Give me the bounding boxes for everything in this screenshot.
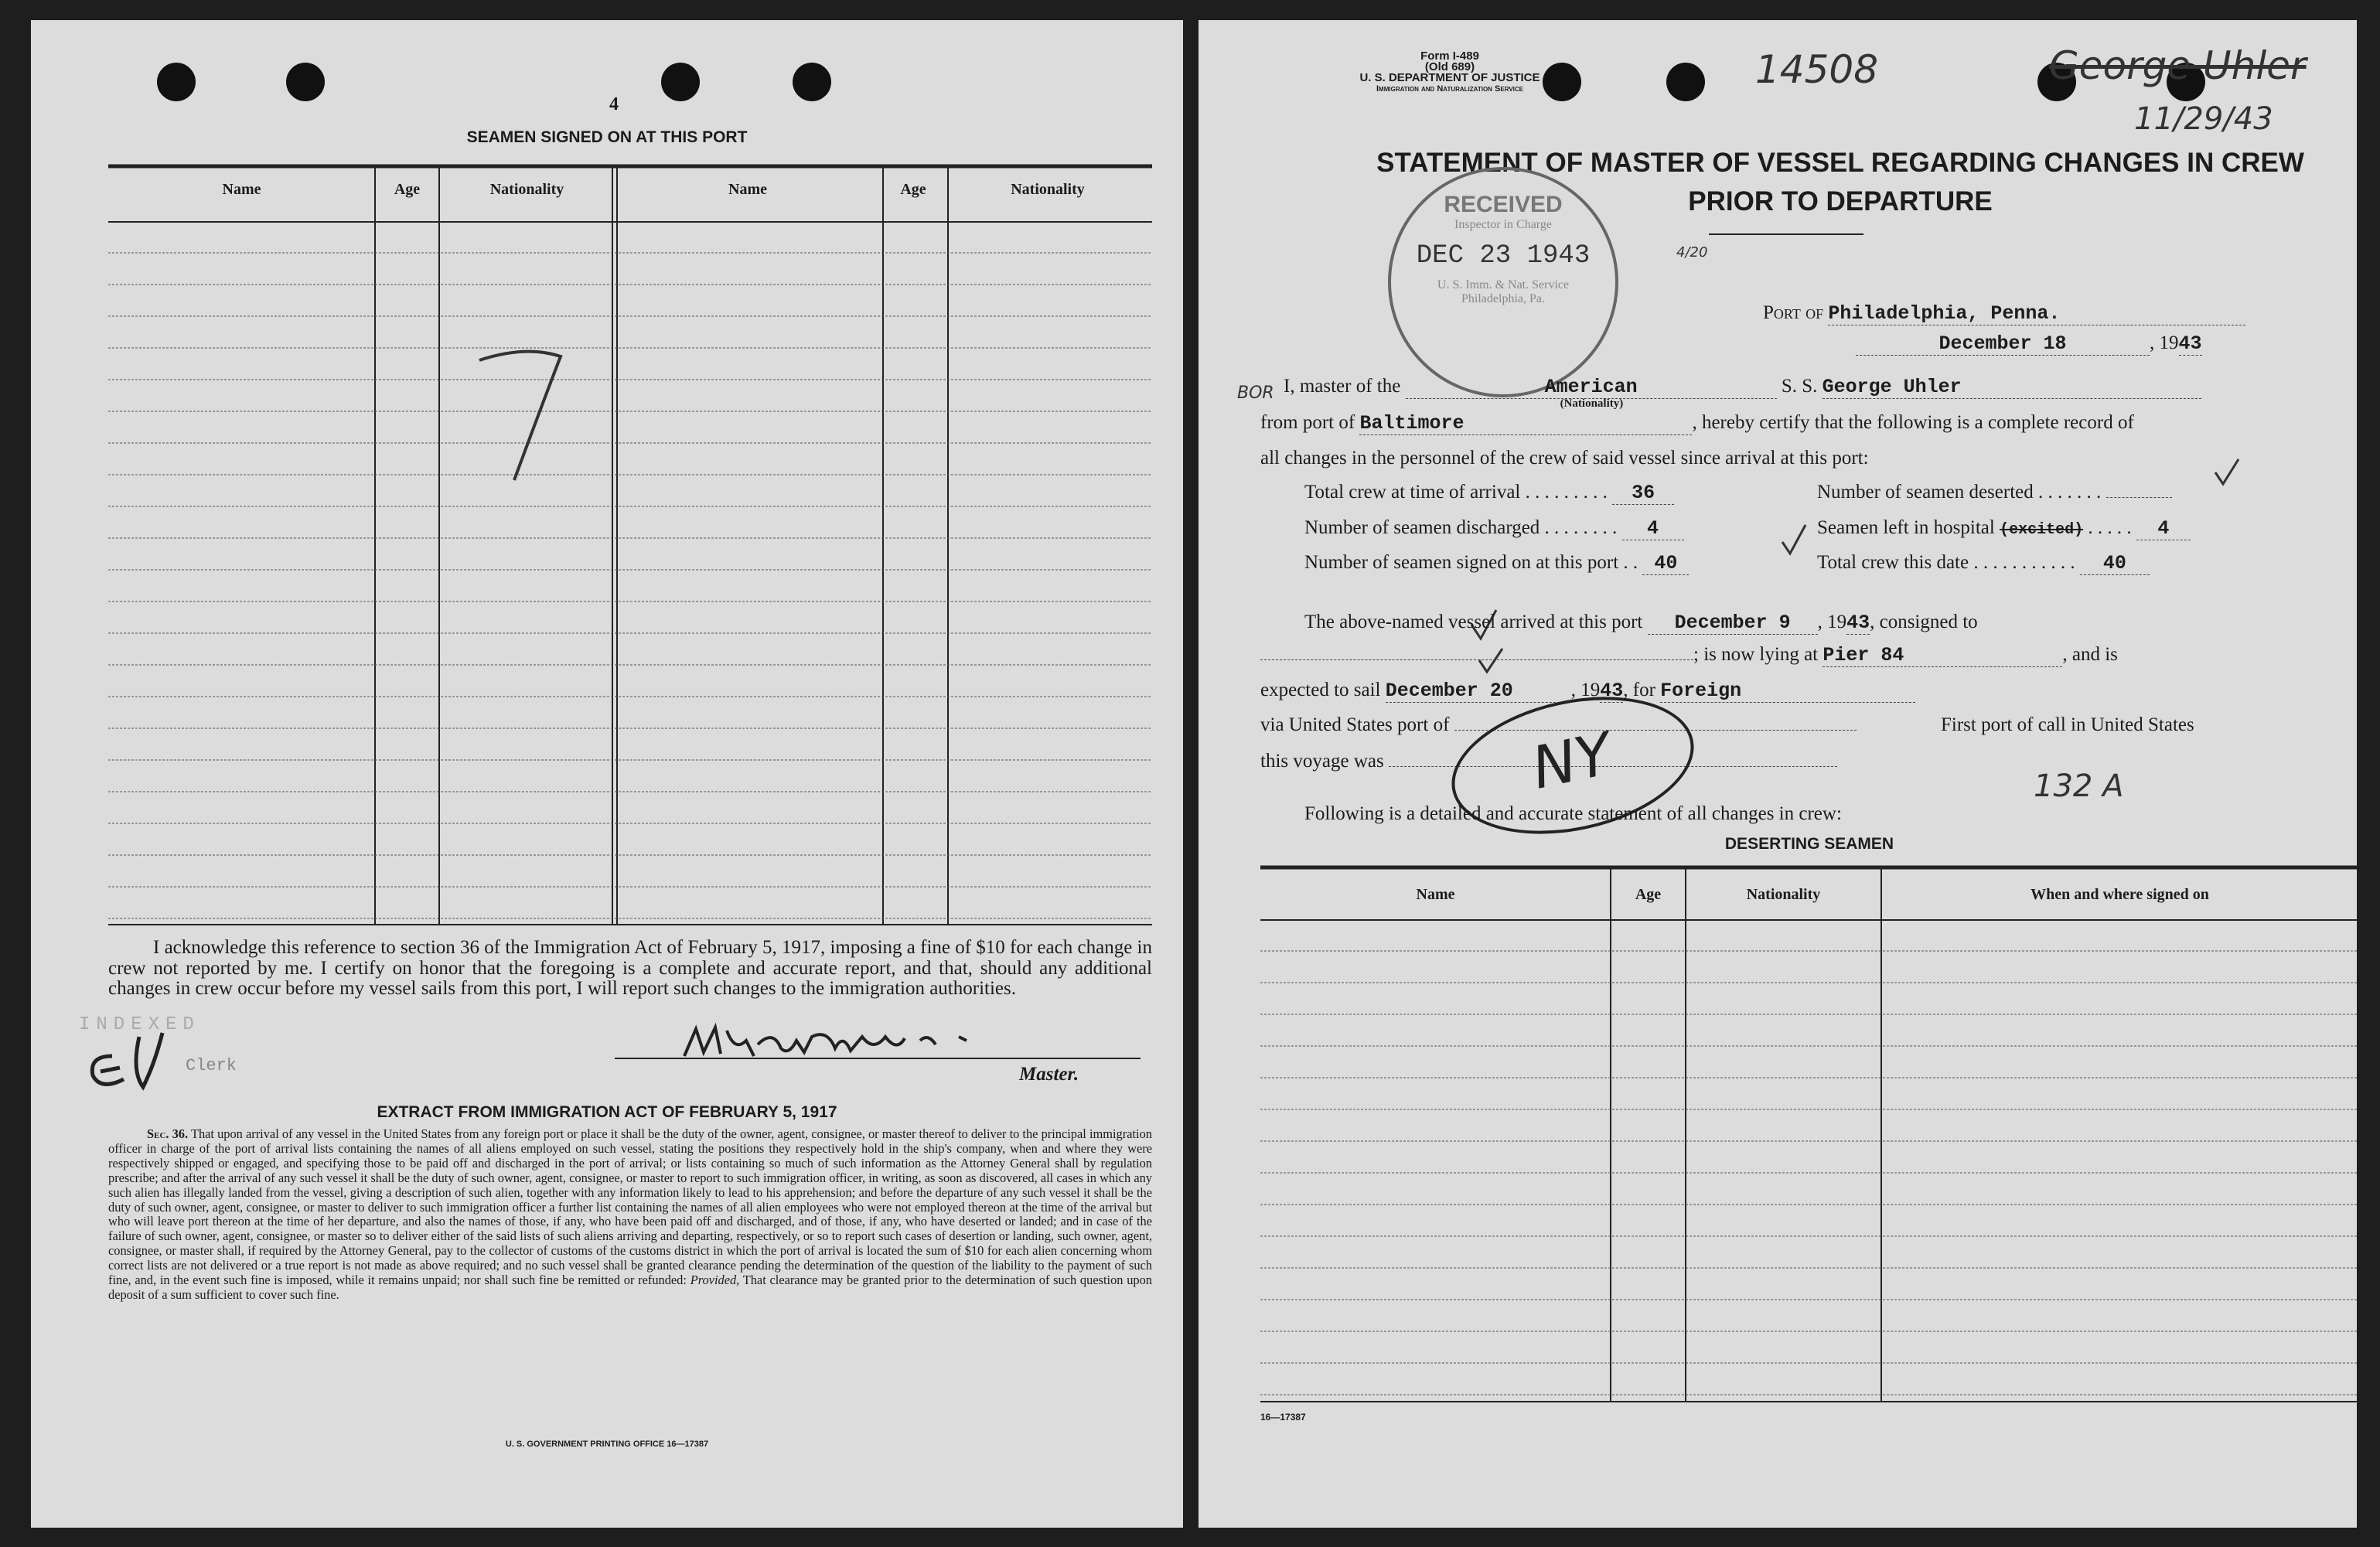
printer-line: U. S. GOVERNMENT PRINTING OFFICE 16—17387: [505, 1440, 709, 1449]
extract-provided: Provided,: [690, 1273, 740, 1288]
stat-signed-on: [1304, 552, 1689, 575]
stamp-service: U. S. Imm. & Nat. Service: [1437, 278, 1570, 291]
lying-row: [1260, 644, 2118, 667]
form-number: Form I-489: [1420, 49, 1479, 63]
signed-on-value: 40: [1642, 552, 1689, 575]
footer-code: 16—17387: [1260, 1412, 1306, 1423]
title-line1: STATEMENT OF MASTER OF VESSEL REGARDING CHANGES IN CREW: [1376, 148, 2304, 178]
check-mark: [1778, 523, 1809, 557]
col-name: Name: [1416, 886, 1455, 903]
stat-deserted: [1817, 482, 2172, 503]
title-line2: PRIOR TO DEPARTURE: [1688, 186, 1993, 216]
discharged-value: 4: [1622, 517, 1684, 540]
extract-tail: That clearance may be granted prior to the determination of such question upon deposit of a sum sufficient to cover such fine.: [108, 1273, 1152, 1302]
margin-note: BOR: [1237, 383, 1274, 403]
total-crew-date-label: Total crew this date . . . . . . . . . . .: [1817, 552, 2075, 573]
date-year: 43: [2178, 332, 2202, 355]
punch-hole: [157, 63, 196, 101]
from-port-row: [1260, 412, 2134, 435]
handwritten-code: 132 A: [2034, 768, 2124, 804]
punch-hole: [661, 63, 700, 101]
expected-year: 43: [1600, 680, 1624, 702]
lying-label: ; is now lying at: [1693, 644, 1819, 665]
deserted-label: Number of seamen deserted . . . . . . .: [1817, 482, 2102, 503]
col-when-where: When and where signed on: [2031, 886, 2209, 903]
signed-on-table: [108, 163, 1152, 929]
table-title: SEAMEN SIGNED ON AT THIS PORT: [466, 128, 748, 146]
for-label: , for: [1623, 680, 1655, 700]
stat-total-date: [1817, 552, 2150, 575]
col-name: Name: [222, 181, 261, 198]
handwritten-date: 11/29/43: [2134, 101, 2273, 137]
stat-total-arrival: [1304, 482, 1674, 505]
arrived-date: December 9: [1648, 612, 1818, 635]
stamp-received: RECEIVED: [1444, 192, 1563, 217]
extract-section: Sec. 36.: [147, 1126, 189, 1141]
extract-title: EXTRACT FROM IMMIGRATION ACT OF FEBRUARY 5, 1917: [377, 1103, 837, 1121]
table-header: [108, 181, 1152, 199]
port-row: [1763, 302, 2245, 325]
and-is: , and is: [2062, 644, 2118, 665]
arrived-row: [1304, 612, 1978, 635]
extract-text: That upon arrival of any vessel in the United States from any foreign port or place it shall be the duty of the owner, agent, consignee, or master thereof to deliver to the principal immigration officer in charge of the port of arrival lists containing the names of all aliens employed on such vessel, stating the positions they respectively hold in the ship's company, when and where they were respectively shipped or engaged, and specifying those to be paid off and discharged in the port of arrival; or lists containing so much of such information as the Attorney General shall by regulation prescribe; and after the arrival of any such vessel it shall be the duty of such owner, agent, consignee, or master to report to such immigration officer, in writing, as soon as discovered, all cases in which any such alien has illegally landed from the vessel, giving a description of such alien, together with any information likely to lead to his apprehension; and before the departure of any such vessel it shall be the duty of such owner, agent, consignee, or master to deliver to such immigration officer a further list containing the names of all alien employees who were not employed thereon at the time of the arrival but who will leave port thereon at the time of her departure, and also the names of those, if any, who have been paid off and discharged, and of those, if any, who have deserted or landed; and in case of the failure of such owner, agent, consignee, or master so to deliver either of the said lists of such aliens arriving and departing, respectively, or so to report such cases of desertion or landing, such owner, agent, consignee, or master shall, if required by the Attorney General, pay to the collector of customs of the customs district in which the port of arrival is located the sum of $10 for each alien concerning whom correct lists are not delivered or a true report is not made as above required; and no such vessel shall be granted clearance pending the determination of the question of the liability to the payment of such fine, and, in the event such fine is imposed, while it remains unpaid; nor shall such fine be remitted or refunded:: [108, 1126, 1152, 1288]
for-value: Foreign: [1660, 680, 1915, 703]
nationality-value: [1406, 376, 1777, 410]
clerk-label: Clerk: [186, 1056, 237, 1075]
col-nationality: Nationality: [489, 181, 564, 198]
total-crew-arrival: 36: [1612, 482, 1674, 505]
master-of-label: I, master of the: [1284, 376, 1401, 397]
col-name: Name: [728, 181, 767, 198]
this-voyage-label: this voyage was: [1260, 751, 1384, 772]
hospital-dots: . . . . .: [2088, 517, 2132, 538]
arrived-year-prefix: , 19: [1817, 612, 1847, 632]
handwritten-name: George Uhler: [2049, 43, 2307, 88]
title-underline: [1709, 233, 1863, 235]
expected-year-prefix: , 19: [1570, 680, 1601, 700]
hospital-label: Seamen left in hospital: [1817, 517, 1995, 538]
arrived-label: The above-named vessel arrived at this port: [1304, 612, 1643, 632]
from-port-value: Baltimore: [1359, 412, 1692, 435]
expected-label: expected to sail: [1260, 680, 1381, 700]
hospital-struck: (excited): [2000, 521, 2084, 539]
master-signature: [673, 1021, 1036, 1068]
master-row: [1284, 376, 2201, 410]
deserting-table: [1260, 864, 2358, 1406]
check-mark: [2211, 457, 2242, 488]
col-age: Age: [900, 181, 926, 198]
indexed-stamp: INDEXED: [79, 1014, 200, 1035]
port-label: Port of: [1763, 302, 1824, 323]
stamp-sub: Inspector in Charge: [1454, 218, 1552, 231]
changes-text: all changes in the personnel of the crew of said vessel since arrival at this port:: [1260, 448, 1869, 469]
deserting-header: [1260, 886, 2358, 904]
port-value: Philadelphia, Penna.: [1828, 302, 2245, 325]
following-text: Following is a detailed and accurate statement of all changes in crew:: [1304, 803, 1842, 824]
total-crew-date: 40: [2080, 552, 2150, 575]
consignee-blank: [1260, 659, 1693, 660]
hospital-value: 4: [2136, 517, 2191, 540]
acknowledgement: I acknowledge this reference to section 36 of the Immigration Act of February 5, 1917, imposing a fine of $10 for each change in crew not reported by me. I certify on honor that the foregoing is a complete and accurate report, and that, should any additional changes in crew occur before my vessel sails from this port, I will report such changes to the immigration authorities.: [108, 937, 1152, 999]
left-page: [31, 20, 1183, 1528]
certify-text: , hereby certify that the following is a complete record of: [1692, 412, 2134, 433]
stat-discharged: [1304, 517, 1684, 540]
consigned-label: , consigned to: [1870, 612, 1978, 632]
total-crew-arrival-label: Total crew at time of arrival . . . . . . . . .: [1304, 482, 1608, 503]
stamp-city: Philadelphia, Pa.: [1461, 292, 1545, 305]
nationality-caption: (Nationality): [1560, 397, 1624, 410]
lying-value: Pier 84: [1823, 644, 2062, 667]
form-old: (Old 689): [1424, 60, 1475, 73]
deserting-title: DESERTING SEAMEN: [1724, 835, 1894, 853]
col-nationality: Nationality: [1746, 886, 1821, 903]
stat-hospital: [1817, 517, 2191, 540]
col-age: Age: [1635, 886, 1662, 903]
handwritten-mark: [464, 337, 580, 492]
nationality-text: American: [1544, 376, 1638, 398]
date-row: [1856, 332, 2202, 356]
ss-label: S. S.: [1781, 376, 1818, 397]
form-header: [1349, 51, 1550, 94]
expected-date: December 20: [1386, 680, 1571, 703]
arrived-year: 43: [1846, 612, 1870, 634]
deserted-value: [2106, 497, 2172, 498]
discharged-label: Number of seamen discharged . . . . . . . .: [1304, 517, 1618, 538]
first-port-label: First port of call in United States: [1941, 714, 2194, 735]
date-value: December 18: [1856, 332, 2150, 356]
handwritten-number: 14508: [1755, 47, 1879, 92]
punch-hole: [286, 63, 325, 101]
signed-on-label: Number of seamen signed on at this port . .: [1304, 552, 1638, 573]
col-age: Age: [394, 181, 421, 198]
page-number: 4: [609, 94, 619, 114]
service: Immigration and Naturalization Service: [1376, 84, 1523, 94]
from-port-label: from port of: [1260, 412, 1355, 433]
right-page: [1199, 20, 2357, 1528]
master-label: Master.: [1019, 1064, 1079, 1085]
via-label: via United States port of: [1260, 714, 1450, 735]
punch-hole: [1666, 63, 1705, 101]
punch-hole: [793, 63, 831, 101]
circled-entry: [1439, 676, 1707, 854]
extract-body: [108, 1127, 1152, 1303]
stamp-date: DEC 23 1943: [1416, 241, 1591, 271]
date-year-prefix: , 19: [2150, 332, 2179, 353]
circled-value: NY: [1526, 719, 1618, 802]
ss-value: George Uhler: [1823, 376, 2201, 399]
signature-line: [615, 1058, 1141, 1059]
department: U. S. DEPARTMENT OF JUSTICE: [1359, 71, 1540, 84]
small-note: 4/20: [1676, 244, 1708, 261]
col-nationality: Nationality: [1011, 181, 1085, 198]
received-stamp: [1388, 167, 1618, 397]
clerk-initials: [77, 1025, 193, 1095]
